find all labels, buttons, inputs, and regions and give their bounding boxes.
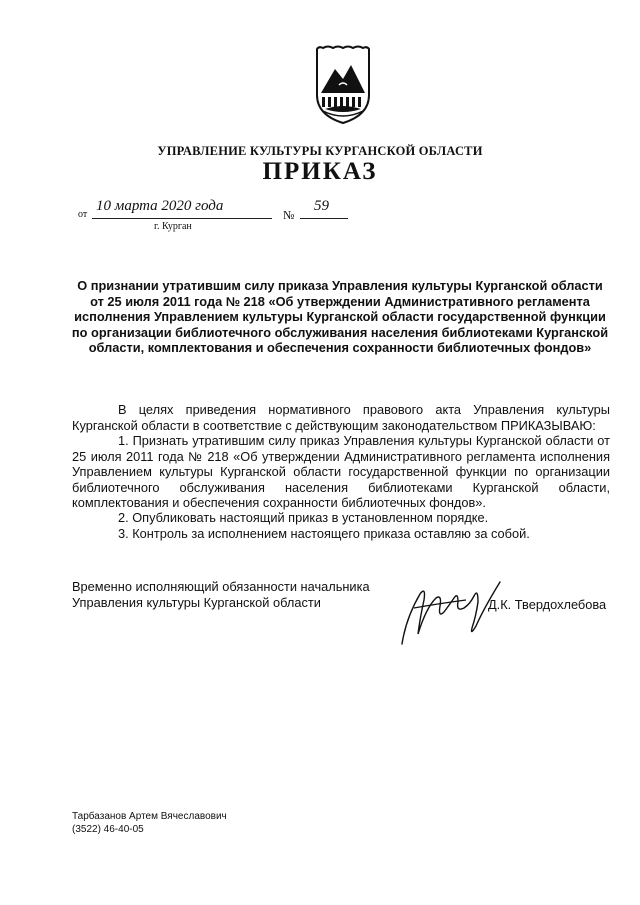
handwritten-signature bbox=[396, 578, 506, 648]
item-1-paragraph: 1. Признать утратившим силу приказ Управления культуры Курганской области от 25 июля 2011 года № 218 «Об утверждении Административного регламента исполнения Управлением культуры Курганской области государственной функции по организации библиотечного обслуживания населения библиотеками Курганской области, комплектования и обеспечения сохранности библиотечных фондов». bbox=[72, 433, 610, 510]
executor-name: Тарбазанов Артем Вячеславович bbox=[72, 811, 227, 822]
item-3-paragraph: 3. Контроль за исполнением настоящего приказа оставляю за собой. bbox=[118, 526, 530, 541]
position-line-1: Временно исполняющий обязанности начальника bbox=[72, 579, 370, 594]
signatory-position bbox=[72, 579, 370, 610]
signatory-name: Д.К. Твердохлебова bbox=[488, 597, 607, 612]
city: г. Курган bbox=[154, 221, 192, 232]
number-prefix: № bbox=[283, 208, 295, 222]
number-underline bbox=[300, 218, 348, 219]
position-line-2: Управления культуры Курганской области bbox=[72, 594, 321, 610]
item-2-paragraph: 2. Опубликовать настоящий приказ в установленном порядке. bbox=[118, 510, 489, 525]
date-prefix: от bbox=[78, 209, 88, 220]
date-handwritten: 10 марта 2020 года bbox=[96, 198, 224, 214]
coat-of-arms-icon bbox=[313, 45, 373, 125]
organization-name: УПРАВЛЕНИЕ КУЛЬТУРЫ КУРГАНСКОЙ ОБЛАСТИ bbox=[157, 144, 483, 158]
number-handwritten: 59 bbox=[314, 198, 329, 214]
executor-info bbox=[72, 810, 227, 836]
preamble-paragraph: В целях приведения нормативного правового акта Управления культуры Курганской области в соответствие с действующим законодательством ПРИКАЗЫВАЮ: bbox=[72, 402, 610, 433]
executor-phone: (3522) 46-40-05 bbox=[72, 824, 144, 835]
document-type: ПРИКАЗ bbox=[262, 158, 378, 185]
document-title: О признании утратившим силу приказа Управления культуры Курганской области от 25 июля 2011 года № 218 «Об утверждении Административного регламента исполнения Управлением культуры Курганской области государственной функции по организации библиотечного обслуживания населения библиотеками Курганской области, комплектования и обеспечения сохранности библиотечных фондов» bbox=[71, 278, 609, 355]
date-underline bbox=[92, 218, 272, 219]
